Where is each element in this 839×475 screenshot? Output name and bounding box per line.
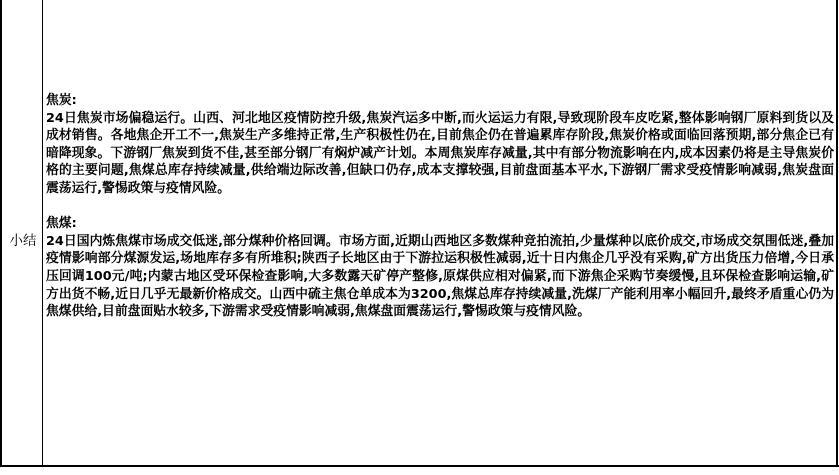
table-bottom-border	[0, 465, 839, 467]
coking-coal-section-title: 焦煤:	[46, 216, 77, 232]
coke-section-body: 24日焦炭市场偏稳运行。山西、河北地区疫情防控升级,焦炭汽运多中断,而火运运力有限,导致现阶段车皮吃紧,整体影响钢厂原料到货以及成材销售。各地焦企开工不一,焦炭生产多维持正常,生产积极性仍在,目前焦企仍在普遍累库存阶段,焦炭价格或面临回落预期,部分焦企已有暗降现象。下游钢厂焦炭到货不佳,甚至部分钢厂有焖炉减产计划。本周焦炭库存减量,其中有部分物流影响在内,成本因素仍将是主导焦炭价格的主要问题,焦煤总库存持续减量,供给端边际改善,但缺口仍存,成本支撑较强,目前盘面基本平水,下游钢厂需求受疫情影响减弱,焦炭盘面震荡运行,警惕政策与疫情风险。	[46, 110, 834, 196]
table-right-border	[836, 0, 838, 466]
coke-section-title: 焦炭:	[46, 93, 77, 108]
row-label-cell	[0, 0, 43, 466]
section-spacer	[46, 198, 834, 216]
summary-content-cell	[46, 92, 834, 321]
row-label: 小结	[9, 233, 37, 249]
coking-coal-section-body: 24日国内炼焦煤市场成交低迷,部分煤种价格回调。市场方面,近期山西地区多数煤种竞拍流拍,少量煤种以底价成交,市场成交氛围低迷,叠加疫情影响部分煤源发运,场地库存多有所堆积;陕西子长地区由于下游拉运积极性减弱,近十日内焦企几乎没有采购,矿方出货压力倍增,今日承压回调100元/吨;内蒙古地区受环保检查影响,大多数露天矿停产整修,原煤供应相对偏紧,而下游焦企采购节奏缓慢,且环保检查影响运输,矿方出货不畅,近日几乎无最新价格成交。山西中硫主焦仓单成本为3200,焦煤总库存持续减量,洗煤厂产能利用率小幅回升,最终矛盾重心仍为焦煤供给,目前盘面贴水较多,下游需求受疫情影响减弱,焦煤盘面震荡运行,警惕政策与疫情风险。	[46, 233, 834, 320]
